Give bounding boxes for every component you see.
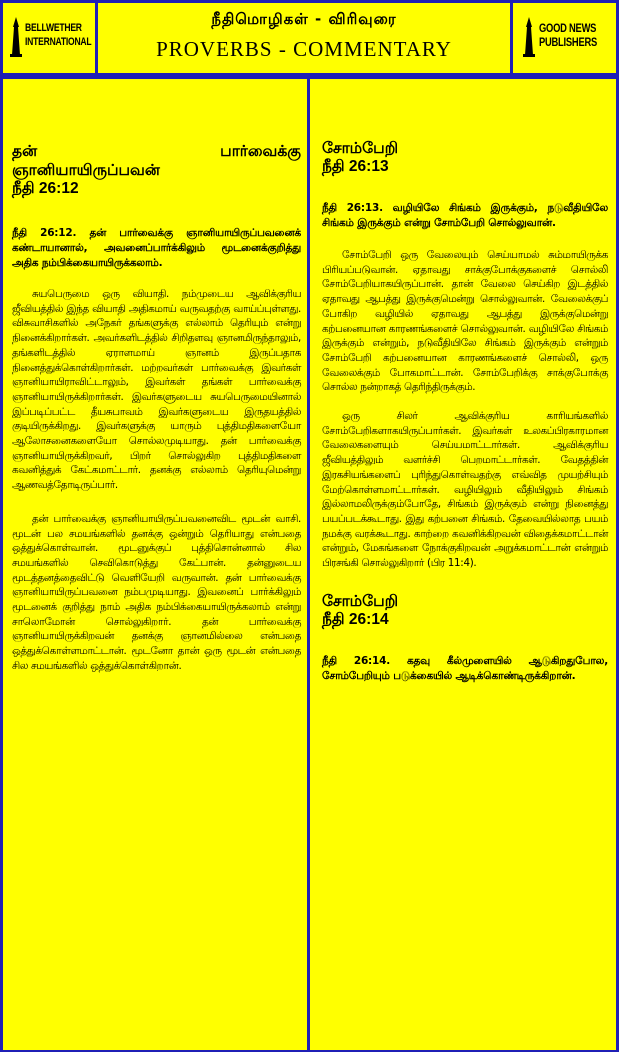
title-box [98, 3, 510, 73]
commentary-paragraph: ஒரு சிலர் ஆவிக்குரிய காரியங்களில் சோம்பேறிகளாகயிருப்பார்கள். இவர்கள் உலகப்பிரகாரமான வேலைகளையும் செய்யமாட்டார்கள். ஆவிக்குரிய ஜீவியத்திலும் வளர்ச்சி பெறமாட்டார்கள். வேதத்தின் இரகசியங்களைப் புரிந்துகொள்வதற்கு எவ்வித முயற்சியும் மேற்கொள்ளமாட்டார்கள். வழியிலும் வீதியிலும் சிங்கம் இல்லாமலிருக்கும்போதே, சிங்கம் இருக்கும் என்று நினைத்து பயப்படக்கூடாது. இது கற்பனை சிங்கம். தேவையில்லாத பயம் நமக்கு வரக்கூடாது. காற்றை கவனிக்கிறவன் விதைக்கமாட்டான் என்றும், மேகங்களை நோக்குகிறவன் அறுக்கமாட்டான் என்றும் பிரசங்கி சொல்லுகிறார் (பிர 11:4). [322, 410, 608, 570]
logo-left-line1: BELLWETHER [25, 22, 82, 34]
goodnews-logo [513, 3, 616, 73]
verse-text: நீதி 26:13. வழியிலே சிங்கம் இருக்கும், நடுவீதியிலே சிங்கம் இருக்கும் என்று சோம்பேறி சொல்லுவான். [322, 202, 608, 229]
header-bar [0, 0, 619, 76]
commentary-paragraph: தன் பார்வைக்கு ஞானியாயிருப்பவனைவிட மூடன் வாசி. மூடன் பல சமயங்களில் தனக்கு ஒன்றும் தெரியாது என்பதை ஒத்துக்கொள்வான். மூடனுக்குப் புத்திசொன்னால் சில சமயங்களில் செவிகொடுத்து கேட்பான். தன்னுடைய மூடத்தனத்தைவிட்டு வெளியேறி வருவான். தன் பார்வைக்கு ஞானியாயிருப்பவனை நம்பமுடியாது. இவனைப் பார்க்கிலும் மூடனைக் குறித்து நாம் அதிக நம்பிக்கையாயிருக்கலாம் என்று சாலொமோன் சொல்லுகிறார். தன் பார்வைக்கு ஞானியாயிருக்கிறவன் தனக்கு ஞானமில்லை என்பதை ஒத்துக்கொள்ளமாட்டான். மூடனோ தான் ஒரு மூடன் என்பதை சில சமயங்களில் ஒத்துக்கொள்கிறான். [12, 512, 301, 672]
tower-icon [522, 17, 536, 57]
logo-right-line2: PUBLISHERS [539, 35, 598, 49]
right-column [310, 79, 616, 1050]
section-reference: நீதி 26:13 [322, 158, 389, 175]
commentary-paragraph: சோம்பேறி ஒரு வேலையும் செய்யாமல் சும்மாயிருக்க பிரியப்படுவான். ஏதாவது சாக்குபோக்குகளைச் சொல்லி சோம்பேறியாகயிருப்பான். தான் வேலை செய்கிற இடத்தில் ஏதாவது ஆபத்து இருக்குமென்று சொல்லுவான். வேலைக்குப் போகிற வழியில் ஏதாவது ஆபத்து இருக்குமென்று கற்பனையான காரணங்களைச் சொல்லுவான். வழியிலே சிங்கம் இருக்கும் என்றும், நடுவீதியிலே சிங்கம் இருக்கும் என்றும் சோம்பேறி கற்பனையான காரணங்களைச் சொல்லி, ஒரு வேலைக்கும் போகமாட்டான். சோம்பேறிக்கு சாக்குபோக்கு சொல்ல நன்றாகத் தெரிந்திருக்கும். [322, 249, 608, 394]
left-column [3, 79, 307, 1050]
title-tamil: நீதிமொழிகள் - விரிவுரை [211, 10, 397, 28]
section-reference: நீதி 26:12 [12, 180, 79, 197]
verse-text: நீதி 26:14. கதவு கீல்முளையில் ஆடுகிறதுபோல, சோம்பேறியும் படுக்கையில் ஆடிக்கொண்டிருக்கிறான். [322, 654, 608, 682]
section-heading-line2: ஞானியாயிருப்பவன் [12, 160, 160, 179]
section-heading: சோம்பேறி [322, 138, 399, 157]
bellwether-logo [3, 3, 95, 73]
commentary-paragraph: சுயபெருமை ஒரு வியாதி. நம்முடைய ஆவிக்குரிய ஜீவியத்தில் இந்த வியாதி அதிகமாய் வருவதற்கு வாய்ப்புள்ளது. விசுவாசிகளில் அநேகர் தங்களுக்கு எல்லாம் தெரியும் என்று நினைக்கிறார்கள். அவர்களிடத்தில் சிறிதளவு ஞானமிருந்தாலும், தங்களிடத்தில் ஏராளமாய் ஞானம் இருப்பதாக நினைத்துக்கொள்கிறார்கள். மற்றவர்கள் பார்வைக்கு இவர்கள் ஞானியாயிராவிட்டாலும், இவர்கள் தங்கள் பார்வைக்கு ஞானியாயிருக்கிறார்கள். இவர்களுடைய சுயபெருமையினால் இப்படிப்பட்ட தீயசுபாவம் இவர்களுடைய இருதயத்தில் குடியிருக்கிறது. இவர்களுக்கு யாரும் புத்திமதிகளையோ ஆலோசனைகளையோ சொல்லமுடியாது. தன் பார்வைக்கு ஞானியாயிருக்கிறவர், பிறர் சொல்லுகிற புத்திமதிகளை கவனித்துக் கேட்கமாட்டார். தனக்கு எல்லாம் தெரியுமென்று ஆணவத்தோடிருப்பார். [12, 288, 301, 492]
section-reference: நீதி 26:14 [322, 610, 389, 628]
logo-left-line2: INTERNATIONAL [25, 36, 92, 48]
verse-text: நீதி 26:12. தன் பார்வைக்கு ஞானியாயிருப்பவனைக் கண்டாயானால், அவனைப்பார்க்கிலும் மூடனைக்குறித்து அதிக நம்பிக்கையாயிருக்கலாம். [12, 227, 301, 269]
title-english: PROVERBS - COMMENTARY [156, 37, 452, 61]
logo-right-line1: GOOD NEWS [539, 21, 597, 35]
section-heading: தன் பார்வைக்கு [12, 141, 301, 160]
tower-icon [9, 17, 23, 57]
section-heading: சோம்பேறி [322, 590, 399, 610]
